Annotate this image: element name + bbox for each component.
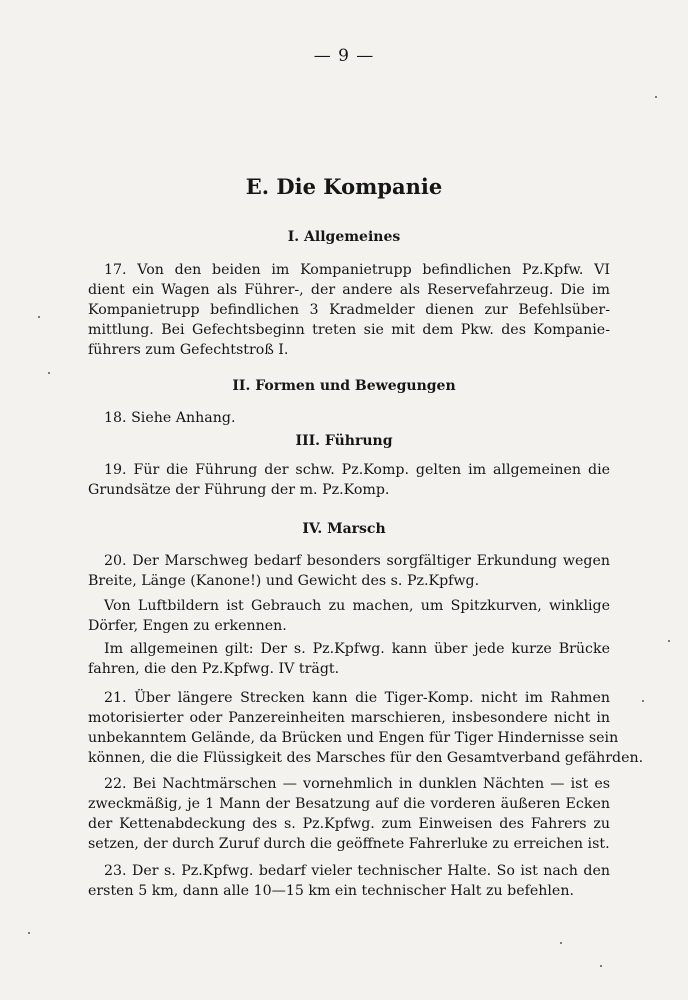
text-line: setzen, der durch Zuruf durch die geöffnete Fahrerluke zu erreichen ist.	[88, 836, 610, 852]
page-number: — 9 —	[313, 46, 375, 66]
paragraph-19	[88, 460, 610, 500]
text-line: 19. Für die Führung der schw. Pz.Komp. gelten im allgemeinen die	[104, 462, 610, 478]
text-line: dient ein Wagen als Führer-, der andere als Reservefahrzeug. Die im	[88, 282, 610, 298]
text-line: Im allgemeinen gilt: Der s. Pz.Kpfwg. kann über jede kurze Brücke	[104, 641, 610, 657]
text-line: mittlung. Bei Gefechtsbeginn treten sie mit dem Pkw. des Kompanie-	[88, 322, 610, 338]
scan-speck	[655, 96, 657, 98]
text-line: 20. Der Marschweg bedarf besonders sorgfältiger Erkundung wegen	[104, 553, 610, 569]
paragraph-20-bruecke	[88, 639, 610, 679]
paragraph-20	[88, 551, 610, 591]
text-line: motorisierter oder Panzereinheiten marschieren, insbesondere nicht in	[88, 710, 610, 726]
paragraph-21	[88, 688, 644, 768]
scan-speck	[560, 942, 562, 944]
scan-speck	[28, 932, 30, 934]
text-line: Grundsätze der Führung der m. Pz.Komp.	[88, 482, 390, 498]
text-line: 21. Über längere Strecken kann die Tiger-Komp. nicht im Rahmen	[104, 690, 610, 706]
text-line: ersten 5 km, dann alle 10—15 km ein technischer Halt zu befehlen.	[88, 883, 574, 899]
text-line: Breite, Länge (Kanone!) und Gewicht des s. Pz.Kpfwg.	[88, 573, 480, 589]
paragraph-23	[88, 861, 610, 901]
paragraph-18	[88, 408, 610, 428]
section-heading-allgemeines: I. Allgemeines	[287, 229, 401, 245]
text-line: 17. Von den beiden im Kompanietrupp befindlichen Pz.Kpfw. VI	[104, 262, 610, 278]
text-line: Dörfer, Engen zu erkennen.	[88, 618, 287, 634]
text-line: 23. Der s. Pz.Kpfwg. bedarf vieler technischer Halte. So ist nach den	[104, 863, 610, 879]
section-heading-marsch: IV. Marsch	[302, 521, 386, 537]
section-heading-formen: II. Formen und Bewegungen	[232, 378, 456, 394]
scan-speck	[38, 316, 40, 318]
text-line: Von Luftbildern ist Gebrauch zu machen, um Spitzkurven, winklige	[104, 598, 610, 614]
paragraph-17	[88, 260, 610, 360]
text-line: führers zum Gefechtstroß I.	[88, 342, 289, 358]
text-line: fahren, die den Pz.Kpfwg. IV trägt.	[88, 661, 340, 677]
text-line: unbekanntem Gelände, da Brücken und Engen für Tiger Hindernisse sein	[88, 730, 619, 746]
chapter-title: E. Die Kompanie	[245, 174, 443, 199]
text-line: 22. Bei Nachtmärschen — vornehmlich in dunklen Nächten — ist es	[104, 776, 610, 792]
scan-speck	[642, 700, 644, 702]
section-heading-fuehrung: III. Führung	[295, 433, 393, 449]
text-line: Kompanietrupp befindlichen 3 Kradmelder dienen zur Befehlsüber-	[88, 302, 610, 318]
text-line: zweckmäßig, je 1 Mann der Besatzung auf die vorderen äußeren Ecken	[88, 796, 610, 812]
scan-speck	[48, 372, 50, 374]
paragraph-22	[88, 774, 610, 854]
text-line: der Kettenabdeckung des s. Pz.Kpfwg. zum Einweisen des Fahrers zu	[88, 816, 610, 832]
paragraph-20-luftbilder	[88, 596, 610, 636]
text-line: 18. Siehe Anhang.	[104, 410, 236, 426]
text-line: können, die die Flüssigkeit des Marsches für den Gesamtverband gefährden.	[88, 750, 644, 766]
scan-speck	[600, 965, 602, 967]
scan-speck	[668, 640, 670, 642]
